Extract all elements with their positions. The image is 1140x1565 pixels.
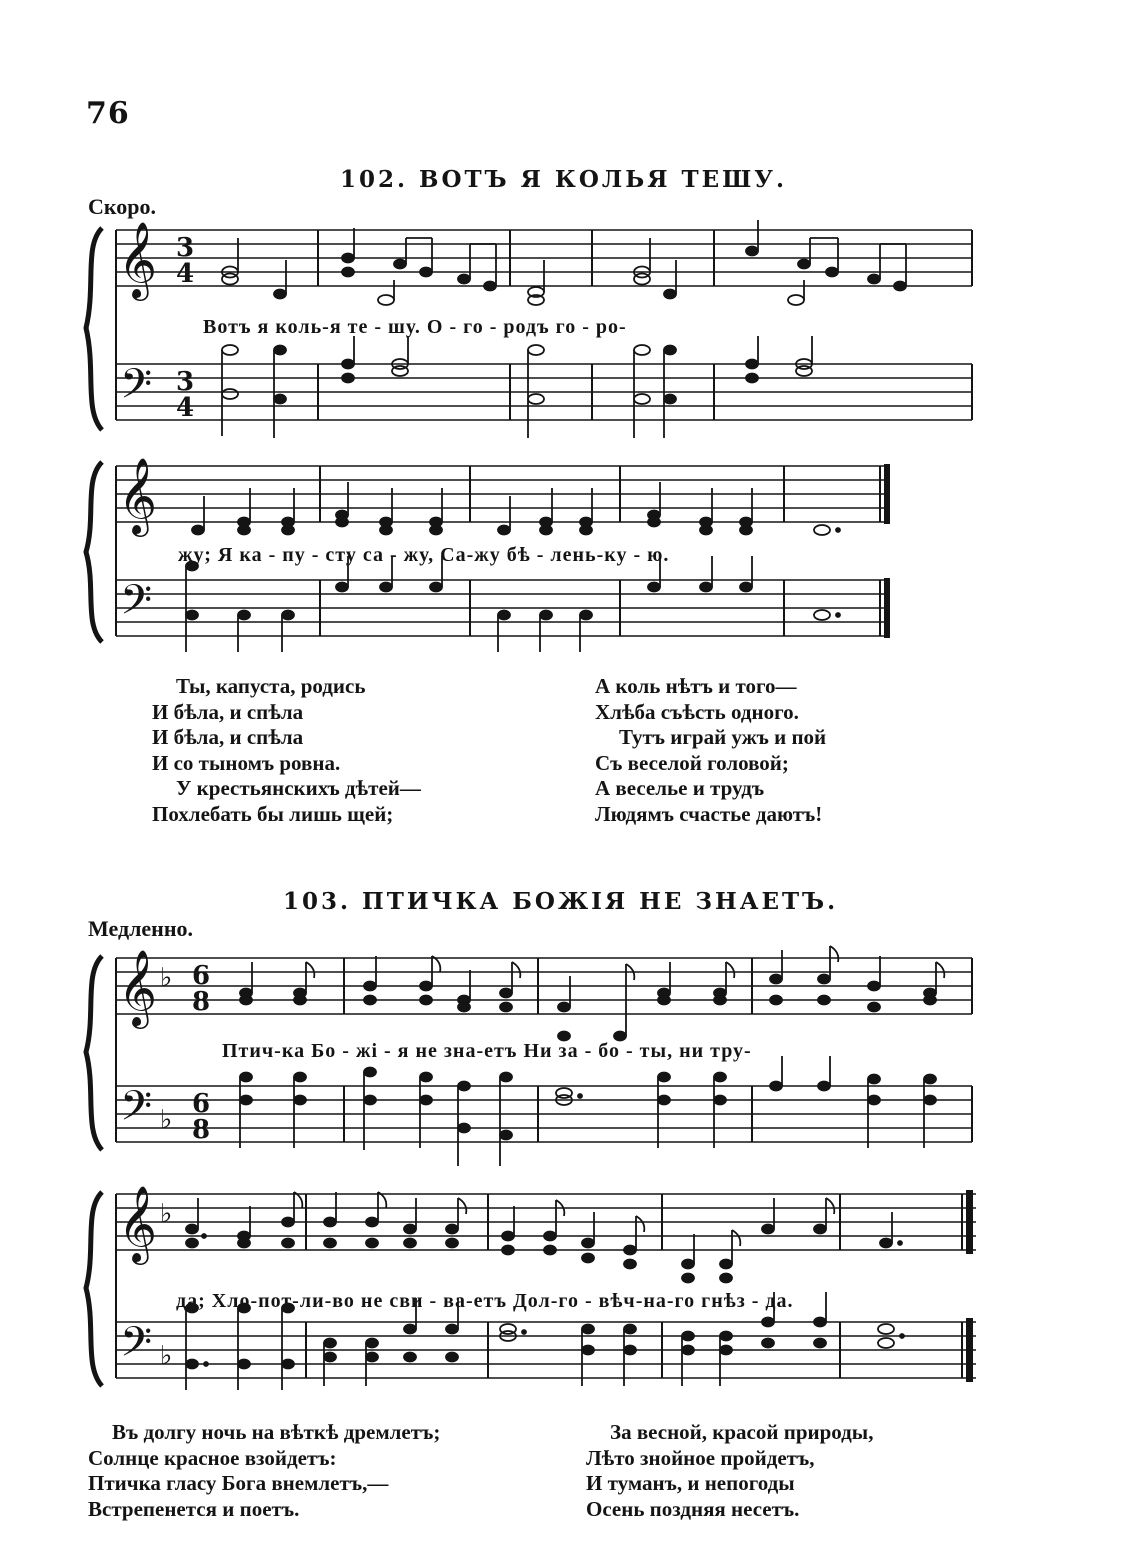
svg-text:3: 3 [176, 367, 195, 397]
song-103-verse-right [586, 1420, 873, 1522]
svg-text:𝄢: 𝄢 [120, 1082, 153, 1140]
verse-line: Хлѣба съѣсть одного. [595, 699, 799, 724]
verse-line: Солнце красное взойдетъ: [88, 1445, 337, 1470]
svg-text:6: 6 [192, 961, 211, 991]
verse-line: А коль нѣтъ и того— [595, 674, 797, 698]
song-102-verse-left [152, 674, 421, 827]
song-103-lyrics-line-2: да; Хло-пот-ли-во не сви - ва-етъ Дол-го - вѣч-на-го гнѣз - да. [176, 1290, 794, 1312]
svg-text:6: 6 [192, 1089, 211, 1119]
svg-text:8: 8 [192, 1115, 211, 1145]
verse-line: Въ долгу ночь на вѣткѣ дремлетъ; [112, 1420, 441, 1444]
svg-text:3: 3 [176, 233, 195, 263]
verse-line: И бѣла, и спѣла [152, 725, 304, 749]
page-number: 76 [86, 96, 130, 131]
verse-line: Ты, капуста, родись [176, 674, 366, 698]
verse-line: И бѣла, и спѣла [152, 699, 304, 724]
song-102-title: 102. ВОТЪ Я КОЛЬЯ ТЕШУ. [340, 166, 787, 193]
verse-line: Людямъ счастье даютъ! [595, 801, 823, 826]
svg-text:𝄢: 𝄢 [120, 360, 153, 418]
svg-text:𝄞: 𝄞 [118, 1185, 158, 1262]
song-103-tempo: Медленно. [88, 916, 194, 941]
svg-text:𝄢: 𝄢 [120, 576, 153, 634]
song-102-lyrics-line-2: жу; Я ка - пу - сту са - жу, Са-жу бѣ - лень-ку - ю. [178, 544, 670, 566]
song-102-lyrics-line-1: Вотъ я коль-я те - шу. О - го - родъ го - ро- [203, 316, 627, 338]
svg-text:𝄞: 𝄞 [118, 221, 158, 298]
verse-line: А веселье и трудъ [595, 776, 765, 800]
verse-line: Осень поздняя несетъ. [586, 1496, 800, 1521]
verse-line: Лѣто знойное пройдетъ, [586, 1445, 815, 1470]
svg-text:♭: ♭ [160, 1105, 173, 1135]
verse-line: И со тыномъ ровна. [152, 750, 341, 775]
verse-line: Похлебать бы лишь щей; [152, 801, 394, 826]
song-103-title: 103. ПТИЧКА БОЖІЯ НЕ ЗНАЕТЪ. [283, 888, 839, 915]
verse-line: Птичка гласу Бога внемлетъ,— [88, 1471, 389, 1495]
verse-line: Съ веселой головой; [595, 750, 789, 775]
song-103-lyrics-line-1: Птич-ка Бо - жі - я не зна-етъ Ни за - бо - ты, ни тру- [222, 1040, 752, 1062]
svg-text:𝄞: 𝄞 [118, 949, 158, 1026]
svg-text:4: 4 [176, 393, 195, 423]
song-102-tempo: Скоро. [88, 194, 157, 219]
svg-text:4: 4 [176, 259, 195, 289]
svg-text:♭: ♭ [160, 1341, 173, 1371]
verse-line: У крестьянскихъ дѣтей— [176, 776, 421, 800]
verse-line: И туманъ, и непогоды [586, 1471, 795, 1495]
verse-line: За весной, красой природы, [610, 1420, 874, 1444]
svg-text:8: 8 [192, 987, 211, 1017]
svg-text:𝄢: 𝄢 [120, 1318, 153, 1376]
song-102-verse-right [595, 674, 826, 827]
verse-line: Тутъ играй ужъ и пой [619, 725, 827, 749]
svg-text:♭: ♭ [160, 1199, 173, 1229]
svg-text:𝄞: 𝄞 [118, 457, 158, 534]
song-103-verse-left [88, 1420, 440, 1522]
svg-text:♭: ♭ [160, 963, 173, 993]
verse-line: Встрепенется и поетъ. [88, 1496, 300, 1521]
